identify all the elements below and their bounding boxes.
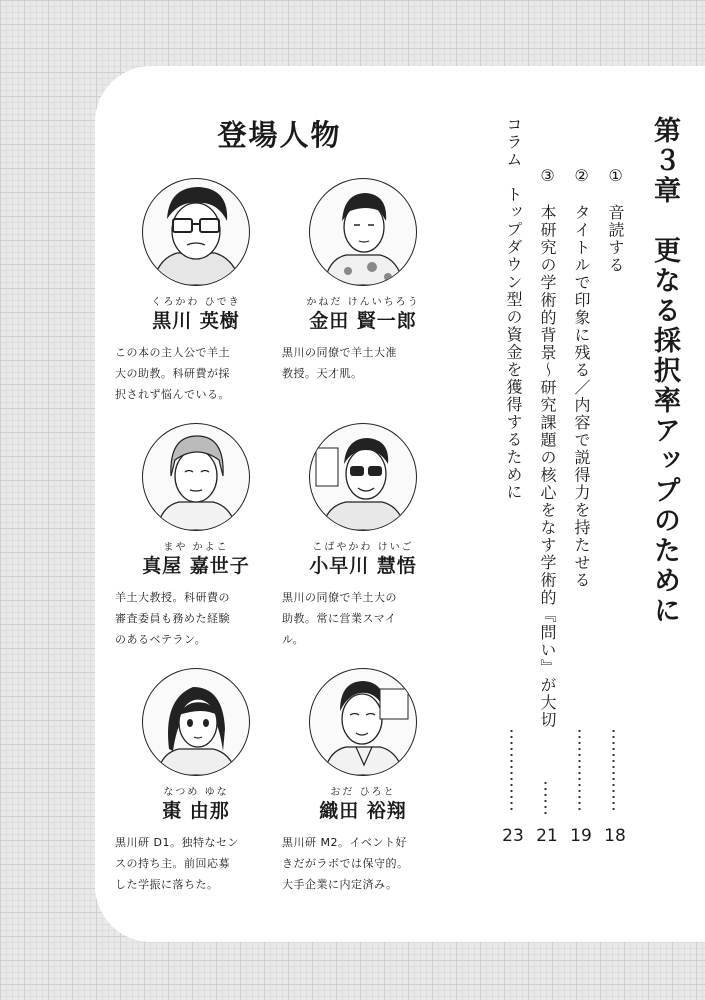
- toc-item[interactable]: ③ 本研究の学術的背景～研究課題の核心をなす学術的『問い』が大切: [538, 166, 557, 729]
- toc-item[interactable]: ① 音読する: [606, 166, 625, 274]
- character-name: 真屋 嘉世子: [142, 555, 250, 577]
- character-name: 金田 賢一郎: [309, 310, 417, 332]
- character-portrait: [142, 178, 250, 286]
- character-description: この本の主人公で羊土 大の助教。科研費が採 択されず悩んでいる。: [115, 346, 230, 401]
- character-name: 織田 裕翔: [319, 800, 407, 822]
- character-card: [111, 178, 281, 405]
- toc-item[interactable]: コラム トップダウン型の資金を獲得するために: [504, 116, 523, 501]
- page-heading: 登場人物: [217, 118, 342, 152]
- character-card: [278, 423, 448, 650]
- toc-leader: [612, 728, 615, 814]
- character-card: [111, 423, 281, 650]
- character-ruby: なつめ ゆな: [163, 787, 229, 798]
- toc-item[interactable]: ② タイトルで印象に残る／内容で説得力を持たせる: [572, 166, 591, 589]
- character-ruby: くろかわ ひでき: [151, 297, 241, 308]
- character-portrait: [309, 423, 417, 531]
- character-description: 黒川研 D1。独特なセン スの持ち主。前回応募 した学振に落ちた。: [115, 836, 239, 891]
- toc-page-number: 19: [570, 826, 592, 846]
- character-ruby: おだ ひろと: [330, 787, 396, 798]
- character-portrait: [309, 668, 417, 776]
- character-card: [278, 178, 448, 384]
- toc-page-number: 18: [604, 826, 626, 846]
- character-description: 羊土大教授。科研費の 審査委員も務めた経験 のあるベテラン。: [115, 591, 230, 646]
- character-name: 黒川 英樹: [152, 310, 240, 332]
- toc-page-number: 23: [502, 826, 524, 846]
- character-description: 黒川の同僚で羊土大の 助教。常に営業スマイ ル。: [282, 591, 397, 646]
- character-card: [111, 668, 281, 895]
- character-portrait: [142, 423, 250, 531]
- toc-leader: [578, 728, 581, 814]
- character-portrait: [309, 178, 417, 286]
- character-ruby: まや かよこ: [163, 542, 229, 553]
- character-ruby: こばやかわ けいご: [312, 542, 414, 553]
- character-description: 黒川研 M2。イベント好 きだがラボでは保守的。 大手企業に内定済み。: [282, 836, 409, 891]
- chapter-title: 第３章 更なる採択率アップのために: [649, 116, 680, 626]
- toc-leader: [544, 780, 547, 814]
- character-card: [278, 668, 448, 895]
- character-name: 小早川 慧悟: [309, 555, 417, 577]
- character-ruby: かねだ けんいちろう: [306, 297, 420, 308]
- toc-page-number: 21: [536, 826, 558, 846]
- toc-leader: [510, 728, 513, 814]
- character-portrait: [142, 668, 250, 776]
- character-description: 黒川の同僚で羊土大准 教授。天才肌。: [282, 346, 397, 380]
- character-name: 棗 由那: [162, 800, 230, 822]
